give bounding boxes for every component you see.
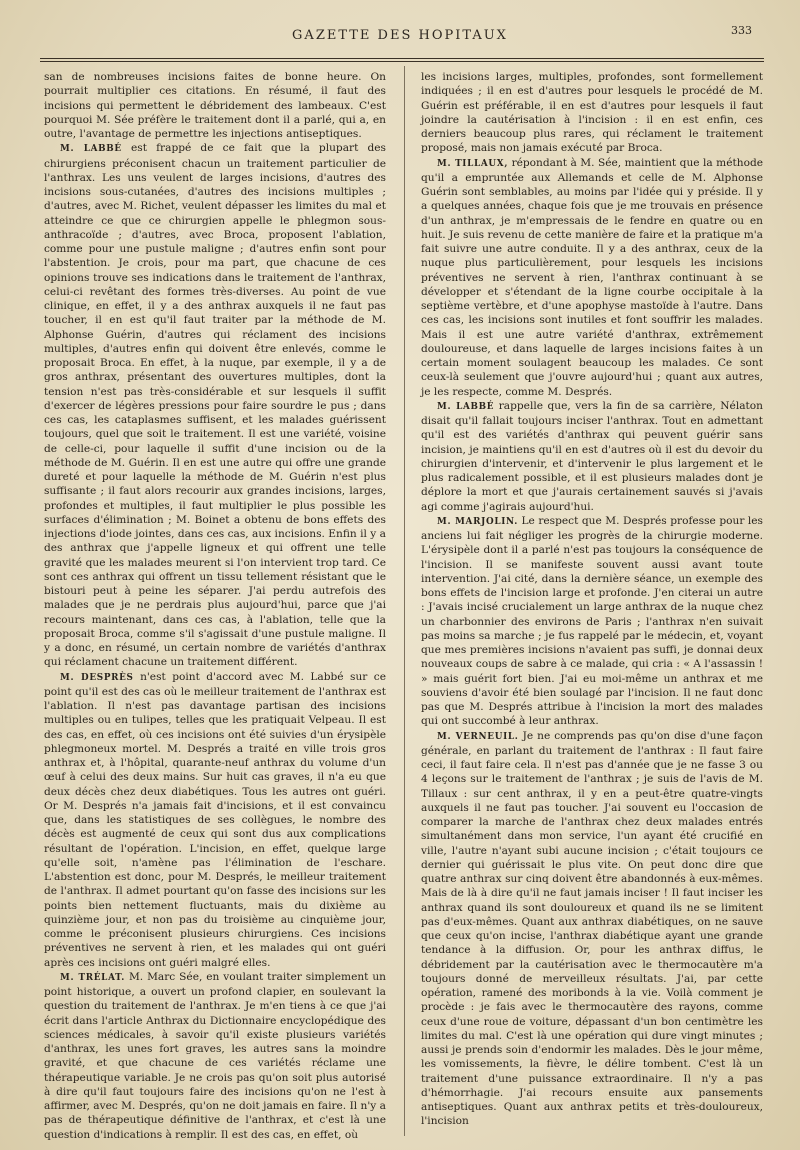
paragraph — [44, 670, 386, 970]
speaker-name: M. LABBÉ — [60, 144, 122, 155]
speaker-name: M. LABBÉ — [437, 401, 495, 412]
column-divider — [404, 66, 405, 1136]
paragraph — [44, 141, 386, 669]
paragraph — [44, 970, 386, 1142]
paragraph-text: san de nombreuses incisions faites de bonne heure. On pourrait multiplier ces citations. En résumé, il faut des incisions qui permettent le débridement des lambeaux. C'est pourquoi M. Sée préfère le traitement dont il a parlé, qui a, en outre, l'avantage de permettre les injections antiseptiques. — [44, 71, 386, 140]
paragraph — [421, 514, 763, 729]
header-rule — [40, 58, 764, 62]
paragraph — [421, 729, 763, 1129]
paragraph — [421, 156, 763, 399]
speaker-name: M. MARJOLIN. — [437, 516, 518, 527]
paragraph-text: Le respect que M. Després professe pour les anciens lui fait négliger les progrès de la chirurgie moderne. L'érysipèle dont il a parlé n'est pas toujours la conséquence de l'incision. Il se manifeste souvent aussi avant toute intervention. J'ai cité, dans la dernière séance, un exemple des bons effets de l'incision large et profonde. J'en citerai un autre : J'avais incisé crucialement un large anthrax de la nuque chez un charbonnier des environs de Paris ; l'anthrax n'en suivait pas moins sa marche ; je fus rappelé par le médecin, et, voyant que mes premières incisions n'avaient pas suffi, je donnai deux nouveaux coups de sabre à ce malade, qui cria : « A l'assassin ! » mais guérit fort bien. J'ai eu moi-même un anthrax et me souviens d'avoir été bien soulagé par l'incision. Il ne faut donc pas que M. Després attribue à l'incision la mort des malades qui ont succombé à leur anthrax. — [421, 514, 763, 728]
paragraph — [44, 70, 386, 141]
page-number: 333 — [731, 24, 752, 37]
paragraph — [421, 399, 763, 514]
paragraph-text: Je ne comprends pas qu'on dise d'une façon générale, en parlant du traitement de l'anthrax : Il faut faire ceci, il faut faire cela. Il n'est pas d'année que je ne fasse 3 ou 4 leçons sur le traitement de l'anthrax ; je suis de l'avis de M. Tillaux : sur cent anthrax, il y en a peut-être quatre-vingts auxquels il ne faut pas toucher. J'ai souvent eu l'occasion de comparer la marche de l'anthrax chez deux malades entrés simultanément dans mon service, l'un ayant été crucifié en ville, l'autre n'ayant subi aucune incision ; c'était toujours ce dernier qui guérissait le plus vite. On peut donc dire que quatre anthrax sur cinq doivent être abandonnés à eux-mêmes. Mais de là à dire qu'il ne faut jamais inciser ! Il faut inciser les anthrax quand ils sont douloureux et quand ils ne se limitent pas d'eux-mêmes. Quant aux anthrax diabétiques, on ne sauve que ceux qu'on incise, l'anthrax diabétique ayant une grande tendance à la diffusion. Or, pour les anthrax diffus, le débridement par la cautérisation avec le thermocautère m'a toujours donné de merveilleux résultats. J'ai, par cette opération, ramené des moribonds à la vie. Voilà comment je procède : je fais avec le thermocautère des rayons, comme ceux d'une roue de voiture, dépassant d'un bon centimètre les limites du mal. C'est là une opération qui dure vingt minutes ; aussi je prends soin d'endormir les malades. Dès le jour même, les vomissements, la fièvre, le délire tombent. C'est là un traitement d'une puissance extraordinaire. Il n'y a pas d'hémorrhagie. J'ai recours ensuite aux pansements antiseptiques. Quant aux anthrax petits et très-douloureux, l'incision — [421, 729, 763, 1128]
speaker-name: M. TILLAUX, — [437, 158, 509, 169]
right-column — [421, 70, 763, 1129]
left-column — [44, 70, 386, 1142]
speaker-name: M. DESPRÈS — [60, 672, 134, 683]
paragraph — [421, 70, 763, 156]
speaker-name: M. VERNEUIL. — [437, 731, 519, 742]
page-header — [40, 22, 760, 52]
journal-title: GAZETTE DES HOPITAUX — [292, 28, 508, 43]
paragraph-text: répondant à M. Sée, maintient que la méthode qu'il a empruntée aux Allemands et celle de M. Alphonse Guérin sont semblables, au moins par l'idée qui y préside. Il y a quelques années, chaque fois que je me trouvais en présence d'un anthrax, je m'empressais de le fendre en quatre ou en huit. Je suis revenu de cette manière de faire et la pratique m'a fait suivre une autre conduite. Il y a des anthrax, ceux de la nuque plus particulièrement, pour lesquels les incisions préventives ne servent à rien, l'anthrax continuant à se développer et s'étendant de la ligne courbe occipitale à la septième vertèbre, et d'une apophyse mastoïde à l'autre. Dans ces cas, les incisions sont inutiles et font souffrir les malades. Mais il est une autre variété d'anthrax, extrêmement douloureuse, et dans laquelle de larges incisions faites à un certain moment soulagent beaucoup les malades. Ce sont ceux-là seulement que j'ouvre aujourd'hui ; quant aux autres, je les respecte, comme M. Després. — [421, 156, 763, 398]
paragraph-text: les incisions larges, multiples, profondes, sont formellement indiquées ; il en est d'autres pour lesquels le procédé de M. Guérin est préférable, il en est d'autres pour lesquels il faut joindre la cautérisation à l'incision : il en est enfin, ces derniers beaucoup plus rares, qui réclament le traitement proposé, mais non jamais exécuté par Broca. — [421, 71, 763, 155]
paragraph-text: M. Marc Sée, en voulant traiter simplement un point historique, a ouvert un profond clapier, en soulevant la question du traitement de l'anthrax. Je m'en tiens à ce que j'ai écrit dans l'article Anthrax du Dictionnaire encyclopédique des sciences médicales, à savoir qu'il existe plusieurs variétés d'anthrax, les unes fort graves, les autres sans la moindre gravité, et que chacune de ces variétés réclame une thérapeutique variable. Je ne crois pas qu'on soit plus autorisé à dire qu'il faut toujours faire des incisions qu'on ne l'est à affirmer, avec M. Després, qu'on ne doit jamais en faire. Il n'y a pas de thérapeutique définitive de l'anthrax, et c'est là une question d'indications à remplir. Il est des cas, en effet, où — [44, 970, 387, 1141]
paragraph-text: rappelle que, vers la fin de sa carrière, Nélaton disait qu'il fallait toujours inciser l'anthrax. Tout en admettant qu'il est des variétés d'anthrax qui peuvent guérir sans incision, je maintiens qu'il en est d'autres où il est du devoir du chirurgien d'intervenir, et d'intervenir le plus largement et le plus radicalement possible, et il est plusieurs malades dont je déplore la mort et que j'aurais certainement sauvés si j'avais agi comme j'agirais aujourd'hui. — [421, 399, 763, 513]
paragraph-text: n'est point d'accord avec M. Labbé sur ce point qu'il est des cas où le meilleur traitement de l'anthrax est l'ablation. Il n'est pas davantage partisan des incisions multiples ou en tulipes, telles que les pratiquait Velpeau. Il est des cas, en effet, où ces incisions ont été suivies d'un érysipèle phlegmoneux mortel. M. Després a traité en ville trois gros anthrax et, à l'hôpital, quarante-neuf anthrax du volume d'un œuf à celui des deux mains. Sur huit cas graves, il n'a eu que deux décès chez deux diabétiques. Tous les autres ont guéri. Or M. Després n'a jamais fait d'incisions, et il est convaincu que, dans les statistiques de ses collègues, le nombre des décès est augmenté de ceux qui sont dus aux complications résultant de l'opération. L'incision, en effet, quelque large qu'elle soit, n'amène pas l'élimination de l'eschare. L'abstention est donc, pour M. Després, le meilleur traitement de l'anthrax. Il admet pourtant qu'on fasse des incisions sur les points bien nettement fluctuants, mais du dixième au quinzième jour, et non pas du troisième au cinquième jour, comme le préconisent plusieurs chirurgiens. Ces incisions préventives ne servent à rien, et les malades qui ont guéri après ces incisions ont guéri malgré elles. — [44, 670, 386, 969]
speaker-name: M. TRÉLAT. — [60, 972, 125, 983]
paragraph-text: est frappé de ce fait que la plupart des chirurgiens préconisent chacun un traitement particulier de l'anthrax. Les uns veulent de larges incisions, d'autres des incisions sous-cutanées, d'autres des incisions multiples ; d'autres, avec M. Richet, veulent dépasser les limites du mal et atteindre ce que ce chirurgien appelle le phlegmon sous-anthracoïde ; d'autres, avec Broca, proposent l'ablation, comme pour une pustule maligne ; d'autres enfin sont pour l'abstention. Je crois, pour ma part, que chacune de ces opinions trouve ses indications dans le traitement de l'anthrax, celui-ci revêtant des formes très-diverses. Au point de vue clinique, en effet, il y a des anthrax auxquels il ne faut pas toucher, il en est qu'il faut traiter par la méthode de M. Alphonse Guérin, d'autres qui réclament des incisions multiples, d'autres enfin qui doivent être enlevés, comme le proposait Broca. En effet, à la nuque, par exemple, il y a de gros anthrax, présentant des ouvertures multiples, dont la tension n'est pas très-considérable et sur lesquels il suffit d'exercer de légères pressions pour faire sourdre le pus ; dans ces cas, les cataplasmes suffisent, et les malades guérissent toujours, quel que soit le traitement. Il est une variété, voisine de celle-ci, pour laquelle il suffit d'une incision ou de la méthode de M. Guérin. Il en est une autre qui offre une grande dureté et pour laquelle la méthode de M. Guérin n'est plus suffisante ; il faut alors recourir aux grandes incisions, larges, profondes et multiples, il faut multiplier le plus possible les surfaces d'élimination ; M. Boinet a obtenu de bons effets des injections d'iode jointes, dans ces cas, aux incisions. Enfin il y a des anthrax que j'appelle ligneux et qui offrent une telle gravité que les malades meurent si l'on intervient trop tard. Ce sont ces anthrax qui offrent un tissu tellement résistant que le bistouri peut à peine les séparer. J'ai perdu autrefois des malades que je ne perdrais plus aujourd'hui, parce que j'ai recours maintenant, dans ces cas, à l'ablation, telle que la proposait Broca, comme s'il s'agissait d'une pustule maligne. Il y a donc, en résumé, un certain nombre de variétés d'anthrax qui réclament chacune un traitement différent. — [44, 142, 386, 669]
